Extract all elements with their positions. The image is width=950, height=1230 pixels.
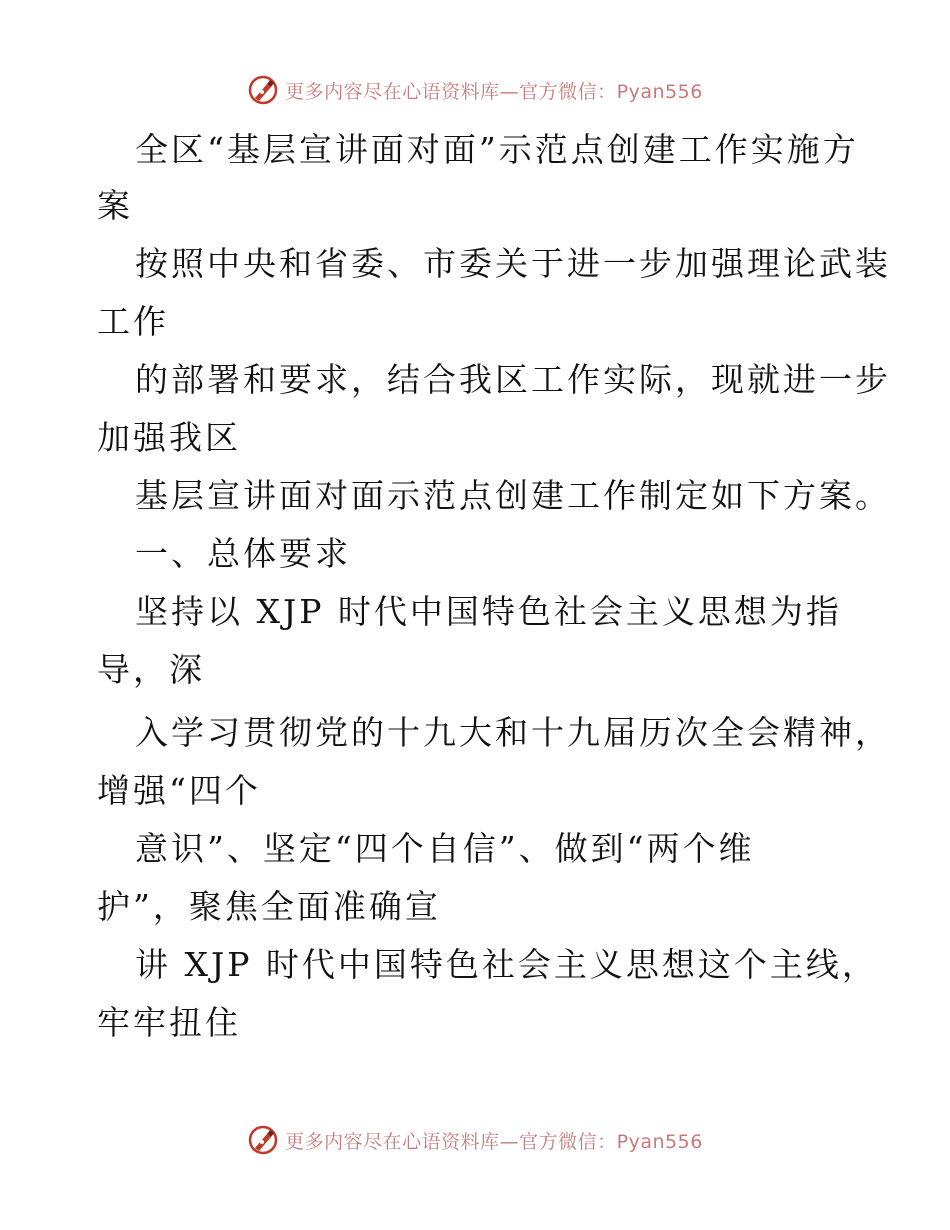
doc-paragraph-line: 入学习贯彻党的十九大和十九届历次全会精神， xyxy=(135,713,891,752)
watermark-header xyxy=(0,70,950,110)
section-heading: 一、总体要求 xyxy=(135,534,351,573)
doc-paragraph-line: 增强“四个 xyxy=(97,771,261,810)
doc-paragraph-line: 意识”、坚定“四个自信”、做到“两个维 xyxy=(135,829,755,868)
doc-paragraph-line: 按照中央和省委、市委关于进一步加强理论武装 xyxy=(135,244,891,283)
watermark-text: 更多内容尽在心语资料库—官方微信：Pyan556 xyxy=(285,80,703,103)
pen-logo-icon xyxy=(247,74,279,106)
watermark-text: 更多内容尽在心语资料库—官方微信：Pyan556 xyxy=(285,1130,703,1153)
doc-paragraph-line: 的部署和要求，结合我区工作实际，现就进一步 xyxy=(135,360,891,399)
doc-title-line: 案 xyxy=(97,186,133,225)
doc-paragraph-line: 基层宣讲面对面示范点创建工作制定如下方案。 xyxy=(135,476,891,515)
doc-paragraph-line: 牢牢扭住 xyxy=(97,1003,241,1042)
doc-paragraph-line: 加强我区 xyxy=(97,418,241,457)
doc-paragraph-line: 坚持以 XJP 时代中国特色社会主义思想为指 xyxy=(135,592,842,631)
pen-logo-icon xyxy=(247,1124,279,1156)
doc-paragraph-line: 讲 XJP 时代中国特色社会主义思想这个主线， xyxy=(135,945,878,984)
doc-paragraph-line: 护”，聚焦全面准确宣 xyxy=(97,887,441,926)
doc-paragraph-line: 工作 xyxy=(97,302,169,341)
doc-title-line: 全区“基层宣讲面对面”示范点创建工作实施方 xyxy=(135,130,859,169)
doc-paragraph-line: 导，深 xyxy=(97,650,205,689)
watermark-footer xyxy=(0,1120,950,1160)
